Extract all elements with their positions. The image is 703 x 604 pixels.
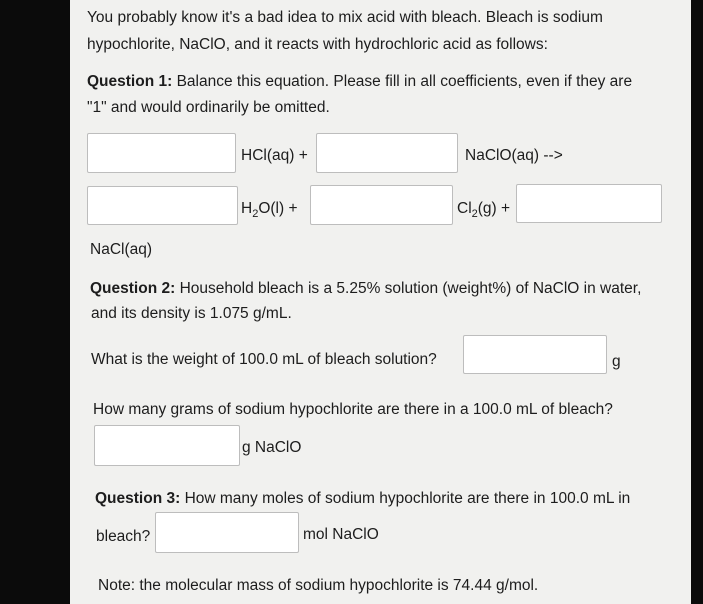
q3-label: Question 3: — [95, 490, 181, 507]
nacl-label: NaCl(aq) — [90, 241, 153, 258]
q2-instructions: Household bleach is a 5.25% solution (weight%) of NaClO in water, — [179, 280, 642, 297]
q1-label: Question 1: — [87, 73, 173, 90]
bleach-weight-input[interactable] — [463, 335, 607, 374]
moles-unit: mol NaClO — [303, 526, 379, 543]
grams-naclo-input[interactable] — [94, 425, 240, 466]
q1-text-line-1 — [87, 72, 632, 92]
hcl-label: HCl(aq) + — [241, 147, 308, 164]
cl2-label: $Cl_2(g)$ + — [457, 200, 511, 221]
q1-text-line-2: "1" and would ordinarily be omitted. — [87, 99, 330, 116]
coefficient-h2o-input[interactable] — [87, 186, 238, 225]
q2-label: Question 2: — [90, 280, 176, 297]
q3-text-line-2: bleach? — [96, 528, 151, 545]
coefficient-cl2-input[interactable] — [310, 185, 453, 225]
molecular-mass-note: Note: the molecular mass of sodium hypochlorite is 74.44 g/mol. — [98, 577, 539, 594]
q2-text-line-2: and its density is 1.075 g/mL. — [91, 305, 292, 322]
coefficient-naclo-input[interactable] — [316, 133, 458, 173]
coefficient-nacl-input[interactable] — [516, 184, 662, 223]
h2o-label: $H_2O(l)$ + — [241, 200, 298, 221]
coefficient-hcl-input[interactable] — [87, 133, 236, 173]
worksheet — [70, 0, 691, 604]
q3-instructions: How many moles of sodium hypochlorite are there in 100.0 mL in — [184, 490, 631, 507]
intro-line-1: You probably know it's a bad idea to mix acid with bleach. Bleach is sodium — [87, 9, 603, 26]
intro-line-2: hypochlorite, NaClO, and it reacts with hydrochloric acid as follows: — [87, 36, 548, 53]
weight-prompt: What is the weight of 100.0 mL of bleach solution? — [91, 351, 437, 368]
weight-unit: g — [612, 353, 621, 370]
naclo-label: NaClO(aq) --> — [465, 147, 563, 164]
grams-prompt: How many grams of sodium hypochlorite are there in a 100.0 mL of bleach? — [93, 401, 613, 418]
q2-text-line-1 — [90, 279, 641, 299]
grams-unit: g NaClO — [242, 439, 302, 456]
q1-instructions: Balance this equation. Please fill in all coefficients, even if they are — [176, 73, 633, 90]
moles-naclo-input[interactable] — [155, 512, 299, 553]
q3-text-line-1 — [95, 489, 630, 509]
